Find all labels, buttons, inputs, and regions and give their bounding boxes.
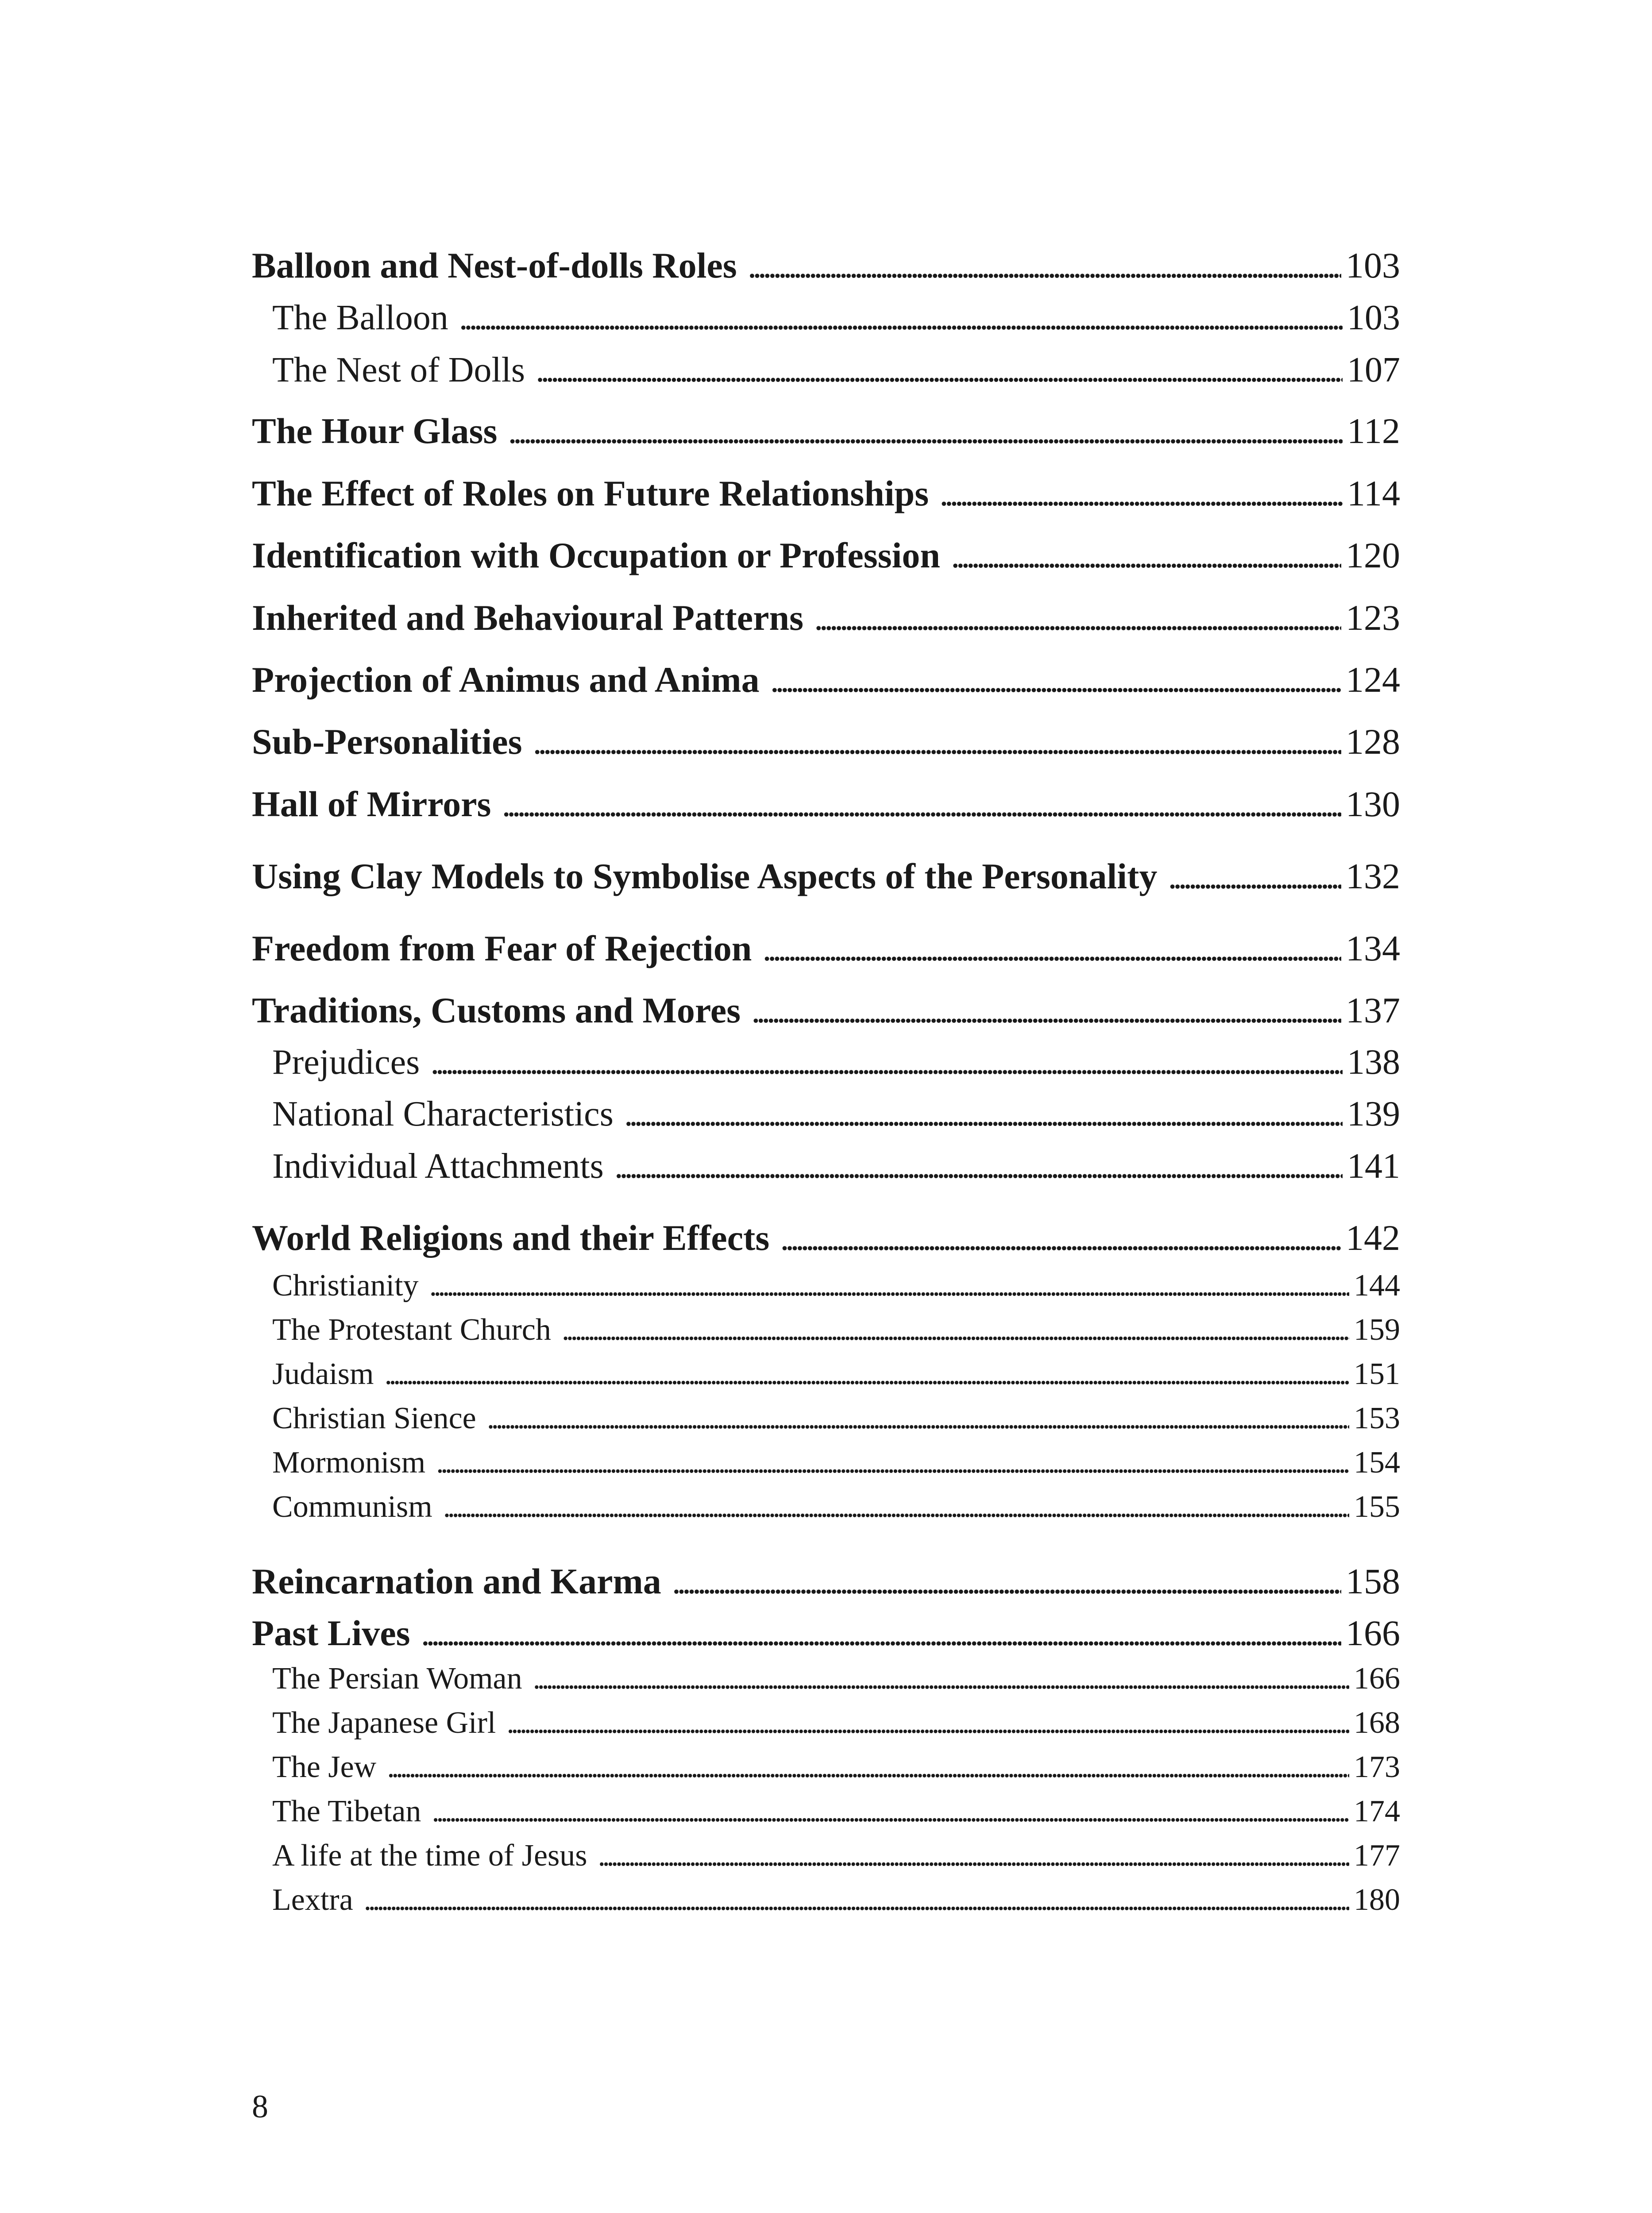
- toc-entry-page: 138: [1347, 1043, 1400, 1082]
- toc-entry-title: Projection of Animus and Anima: [252, 659, 760, 700]
- toc-entry: [252, 241, 1400, 290]
- toc-entry-title: Christian Sience: [272, 1401, 476, 1435]
- toc-entry-page: 174: [1354, 1794, 1400, 1828]
- toc-entry-page: 124: [1346, 659, 1400, 700]
- toc-entry-page: 166: [1354, 1662, 1400, 1696]
- toc-entry-page: 137: [1346, 990, 1400, 1030]
- dot-leader: [506, 1702, 1349, 1744]
- toc-entry-title: Individual Attachments: [272, 1147, 604, 1186]
- toc-entry: [252, 1557, 1400, 1606]
- toc-entry: [252, 1397, 1400, 1440]
- dot-leader: [443, 1486, 1349, 1528]
- toc-entry-page: 103: [1346, 245, 1400, 285]
- dot-leader: [672, 1557, 1341, 1606]
- toc-entry: [252, 531, 1400, 580]
- toc-entry-title: Past Lives: [252, 1613, 410, 1653]
- dot-leader: [536, 346, 1343, 394]
- dot-leader: [387, 1746, 1349, 1789]
- toc-entry: [252, 594, 1400, 642]
- dot-leader: [487, 1397, 1349, 1440]
- toc-entry-title: The Protestant Church: [272, 1313, 551, 1347]
- toc-entry: [252, 924, 1400, 973]
- toc-entry-page: 166: [1346, 1613, 1400, 1653]
- toc-entry-page: 134: [1346, 928, 1400, 968]
- dot-leader: [1168, 852, 1341, 901]
- dot-leader: [598, 1835, 1349, 1877]
- toc-entry: [252, 986, 1400, 1035]
- toc-entry-page: 114: [1347, 473, 1400, 513]
- dot-leader: [748, 241, 1341, 290]
- toc-entry-page: 159: [1354, 1313, 1400, 1347]
- toc-entry-title: Christianity: [272, 1268, 419, 1303]
- toc-entry-page: 153: [1354, 1401, 1400, 1435]
- dot-leader: [939, 469, 1343, 518]
- toc-entry-title: Traditions, Customs and Mores: [252, 990, 741, 1030]
- toc-entry: [252, 1658, 1400, 1700]
- toc-entry-page: 144: [1354, 1268, 1400, 1303]
- toc-entry: [252, 407, 1400, 455]
- page-number: 8: [252, 2089, 268, 2125]
- dot-leader: [502, 780, 1341, 829]
- toc-entry: [252, 717, 1400, 766]
- dot-leader: [614, 1142, 1343, 1191]
- toc-entry-page: 130: [1346, 784, 1400, 824]
- toc-entry: [252, 1879, 1400, 1921]
- toc-entry-page: 173: [1354, 1750, 1400, 1784]
- dot-leader: [751, 986, 1341, 1035]
- toc-entry-title: Communism: [272, 1490, 432, 1524]
- toc-entry: [252, 469, 1400, 518]
- toc-entry: [252, 1609, 1400, 1658]
- toc-entry-page: 180: [1354, 1883, 1400, 1917]
- dot-leader: [533, 717, 1341, 766]
- toc-entry: [252, 1790, 1400, 1833]
- toc-entry: [252, 1746, 1400, 1789]
- toc-entry-page: 155: [1354, 1490, 1400, 1524]
- toc-entry-title: The Nest of Dolls: [272, 351, 525, 389]
- toc-entry-title: Lextra: [272, 1883, 353, 1917]
- toc-entry-page: 141: [1347, 1147, 1400, 1186]
- toc-entry-page: 107: [1347, 351, 1400, 389]
- toc-entry: [252, 346, 1400, 394]
- toc-entry: [252, 655, 1400, 704]
- dot-leader: [770, 655, 1341, 704]
- toc-entry-title: National Characteristics: [272, 1095, 614, 1133]
- toc-entry-title: Identification with Occupation or Profession: [252, 535, 940, 575]
- dot-leader: [436, 1442, 1349, 1484]
- toc-entry-page: 128: [1346, 721, 1400, 762]
- toc-entry: [252, 1090, 1400, 1138]
- toc-entry-page: 112: [1347, 411, 1400, 451]
- dot-leader: [562, 1309, 1349, 1351]
- toc-entry-title: Inherited and Behavioural Patterns: [252, 598, 803, 638]
- toc-entry-title: The Tibetan: [272, 1794, 421, 1828]
- toc-entry-title: World Religions and their Effects: [252, 1218, 770, 1258]
- dot-leader: [533, 1658, 1349, 1700]
- toc-entry-page: 123: [1346, 598, 1400, 638]
- toc-entry: [252, 1309, 1400, 1351]
- dot-leader: [429, 1265, 1349, 1307]
- dot-leader: [421, 1609, 1341, 1658]
- dot-leader: [762, 924, 1341, 973]
- toc-entry-title: The Persian Woman: [272, 1662, 522, 1696]
- toc-entry: [252, 1214, 1400, 1262]
- toc-entry-page: 139: [1347, 1095, 1400, 1133]
- toc-entry-page: 177: [1354, 1839, 1400, 1873]
- toc-entry-page: 132: [1346, 856, 1400, 896]
- toc-entry-title: Hall of Mirrors: [252, 784, 491, 824]
- toc-entry: [252, 1835, 1400, 1877]
- toc-entry: [252, 1142, 1400, 1191]
- toc-entry-title: The Effect of Roles on Future Relationships: [252, 473, 929, 513]
- dot-leader: [430, 1038, 1343, 1087]
- toc-entry-title: Prejudices: [272, 1043, 420, 1082]
- toc-entry: [252, 852, 1400, 901]
- toc-entry: [252, 1442, 1400, 1484]
- toc-entry: [252, 1038, 1400, 1087]
- toc-entry-page: 158: [1346, 1561, 1400, 1601]
- toc-entry-title: The Japanese Girl: [272, 1706, 496, 1740]
- toc-entry: [252, 780, 1400, 829]
- toc-entry-title: Reincarnation and Karma: [252, 1561, 661, 1601]
- dot-leader: [384, 1353, 1349, 1396]
- toc-entry-page: 103: [1347, 298, 1400, 337]
- toc-entry-title: Using Clay Models to Symbolise Aspects of the Personality: [252, 856, 1158, 896]
- toc-entry-title: Freedom from Fear of Rejection: [252, 928, 752, 968]
- toc-entry-title: Mormonism: [272, 1446, 426, 1480]
- toc-entry-page: 151: [1354, 1357, 1400, 1391]
- toc-entry: [252, 1486, 1400, 1528]
- toc-entry-title: Balloon and Nest-of-dolls Roles: [252, 245, 737, 285]
- toc-entry-page: 142: [1346, 1218, 1400, 1258]
- dot-leader: [364, 1879, 1349, 1921]
- toc-entry: [252, 1702, 1400, 1744]
- toc-entry-title: Sub-Personalities: [252, 721, 522, 762]
- toc-entry-title: The Balloon: [272, 298, 448, 337]
- dot-leader: [951, 531, 1341, 580]
- toc-entry-page: 120: [1346, 535, 1400, 575]
- dot-leader: [814, 594, 1341, 642]
- dot-leader: [459, 293, 1343, 342]
- dot-leader: [432, 1790, 1349, 1833]
- toc-entry: [252, 1265, 1400, 1307]
- dot-leader: [780, 1214, 1341, 1262]
- dot-leader: [624, 1090, 1343, 1138]
- toc-entry-title: The Jew: [272, 1750, 377, 1784]
- toc-entry-title: The Hour Glass: [252, 411, 498, 451]
- toc-entry: [252, 1353, 1400, 1396]
- toc-entry-title: Judaism: [272, 1357, 374, 1391]
- toc-entry-page: 168: [1354, 1706, 1400, 1740]
- toc-entry: [252, 293, 1400, 342]
- toc-entry-title: A life at the time of Jesus: [272, 1839, 587, 1873]
- toc-entry-page: 154: [1354, 1446, 1400, 1480]
- dot-leader: [508, 407, 1343, 455]
